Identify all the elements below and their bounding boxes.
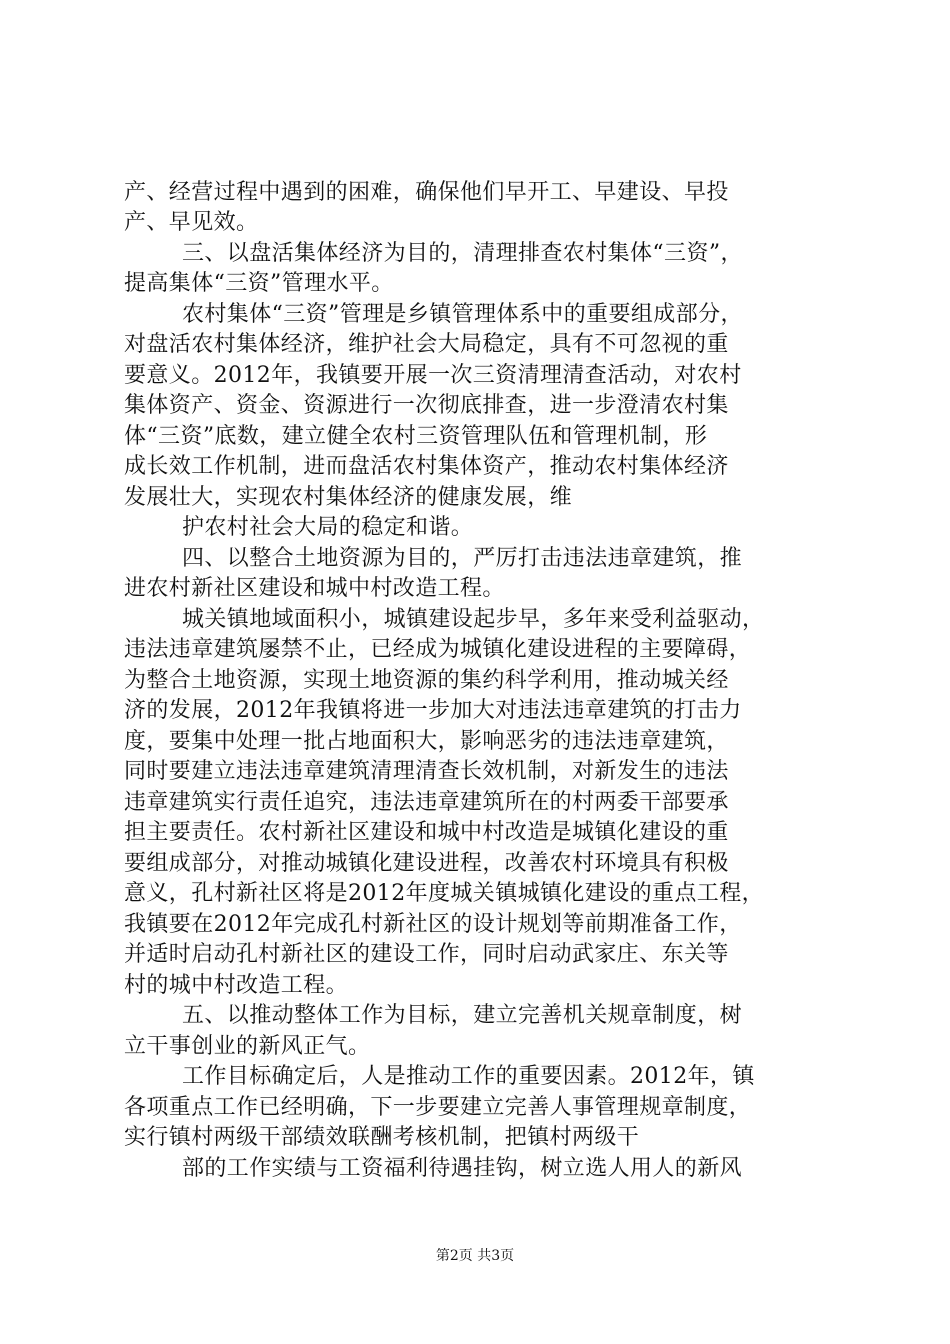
text-line: 提高集体“三资”管理水平。 (124, 271, 394, 296)
text-line: 产、经营过程中遇到的困难，确保他们早开工、早建设、早投 (124, 180, 729, 205)
text-line: 我镇要在2012年完成孔村新社区的设计规划等前期准备工作， (124, 912, 742, 937)
text-line: 违章建筑实行责任追究，违法违章建筑所在的村两委干部要承 (124, 790, 729, 815)
text-line: 三、以盘活集体经济为目的，清理排查农村集体“三资”， (182, 241, 743, 266)
text-line: 部的工作实绩与工资福利待遇挂钩，树立选人用人的新风 (182, 1156, 743, 1181)
text-line: 担主要责任。农村新社区建设和城中村改造是城镇化建设的重 (124, 820, 729, 845)
text-line: 并适时启动孔村新社区的建设工作，同时启动武家庄、东关等 (124, 942, 729, 967)
text-line: 农村集体“三资”管理是乡镇管理体系中的重要组成部分， (182, 302, 743, 327)
text-line: 实行镇村两级干部绩效联酬考核机制，把镇村两级干 (124, 1125, 640, 1150)
text-line: 要意义。2012年，我镇要开展一次三资清理清查活动，对农村 (124, 363, 742, 388)
text-line: 立干事创业的新风正气。 (124, 1034, 371, 1059)
text-line: 集体资产、资金、资源进行一次彻底排查，进一步澄清农村集 (124, 393, 729, 418)
text-line: 违法违章建筑屡禁不止，已经成为城镇化建设进程的主要障碍， (124, 637, 752, 662)
text-line: 工作目标确定后，人是推动工作的重要因素。2012年，镇 (182, 1064, 755, 1089)
text-line: 各项重点工作已经明确，下一步要建立完善人事管理规章制度， (124, 1095, 752, 1120)
text-line: 村的城中村改造工程。 (124, 973, 349, 998)
text-line: 进农村新社区建设和城中村改造工程。 (124, 576, 505, 601)
page-footer: 第2页 共3页 (435, 1248, 515, 1264)
text-line: 成长效工作机制，进而盘活农村集体资产，推动农村集体经济 (124, 454, 729, 479)
text-line: 济的发展，2012年我镇将进一步加大对违法违章建筑的打击力 (124, 698, 742, 723)
text-line: 同时要建立违法违章建筑清理清查长效机制，对新发生的违法 (124, 759, 729, 784)
text-line: 城关镇地域面积小，城镇建设起步早，多年来受利益驱动， (182, 607, 765, 632)
text-line: 产、早见效。 (124, 210, 259, 235)
text-line: 度，要集中处理一批占地面积大，影响恶劣的违法违章建筑， (124, 729, 729, 754)
text-line: 要组成部分，对推动城镇化建设进程，改善农村环境具有积极 (124, 851, 729, 876)
text-line: 发展壮大，实现农村集体经济的健康发展，维 (124, 485, 573, 510)
text-line: 五、以推动整体工作为目标，建立完善机关规章制度，树 (182, 1003, 743, 1028)
text-line: 意义，孔村新社区将是2012年度城关镇城镇化建设的重点工程， (124, 881, 764, 906)
text-line: 护农村社会大局的稳定和谐。 (182, 515, 474, 540)
text-line: 为整合土地资源，实现土地资源的集约科学利用，推动城关经 (124, 668, 729, 693)
text-line: 对盘活农村集体经济，维护社会大局稳定，具有不可忽视的重 (124, 332, 729, 357)
text-line: 体“三资”底数，建立健全农村三资管理队伍和管理机制，形 (124, 424, 708, 449)
text-line: 四、以整合土地资源为目的，严厉打击违法违章建筑，推 (182, 546, 743, 571)
